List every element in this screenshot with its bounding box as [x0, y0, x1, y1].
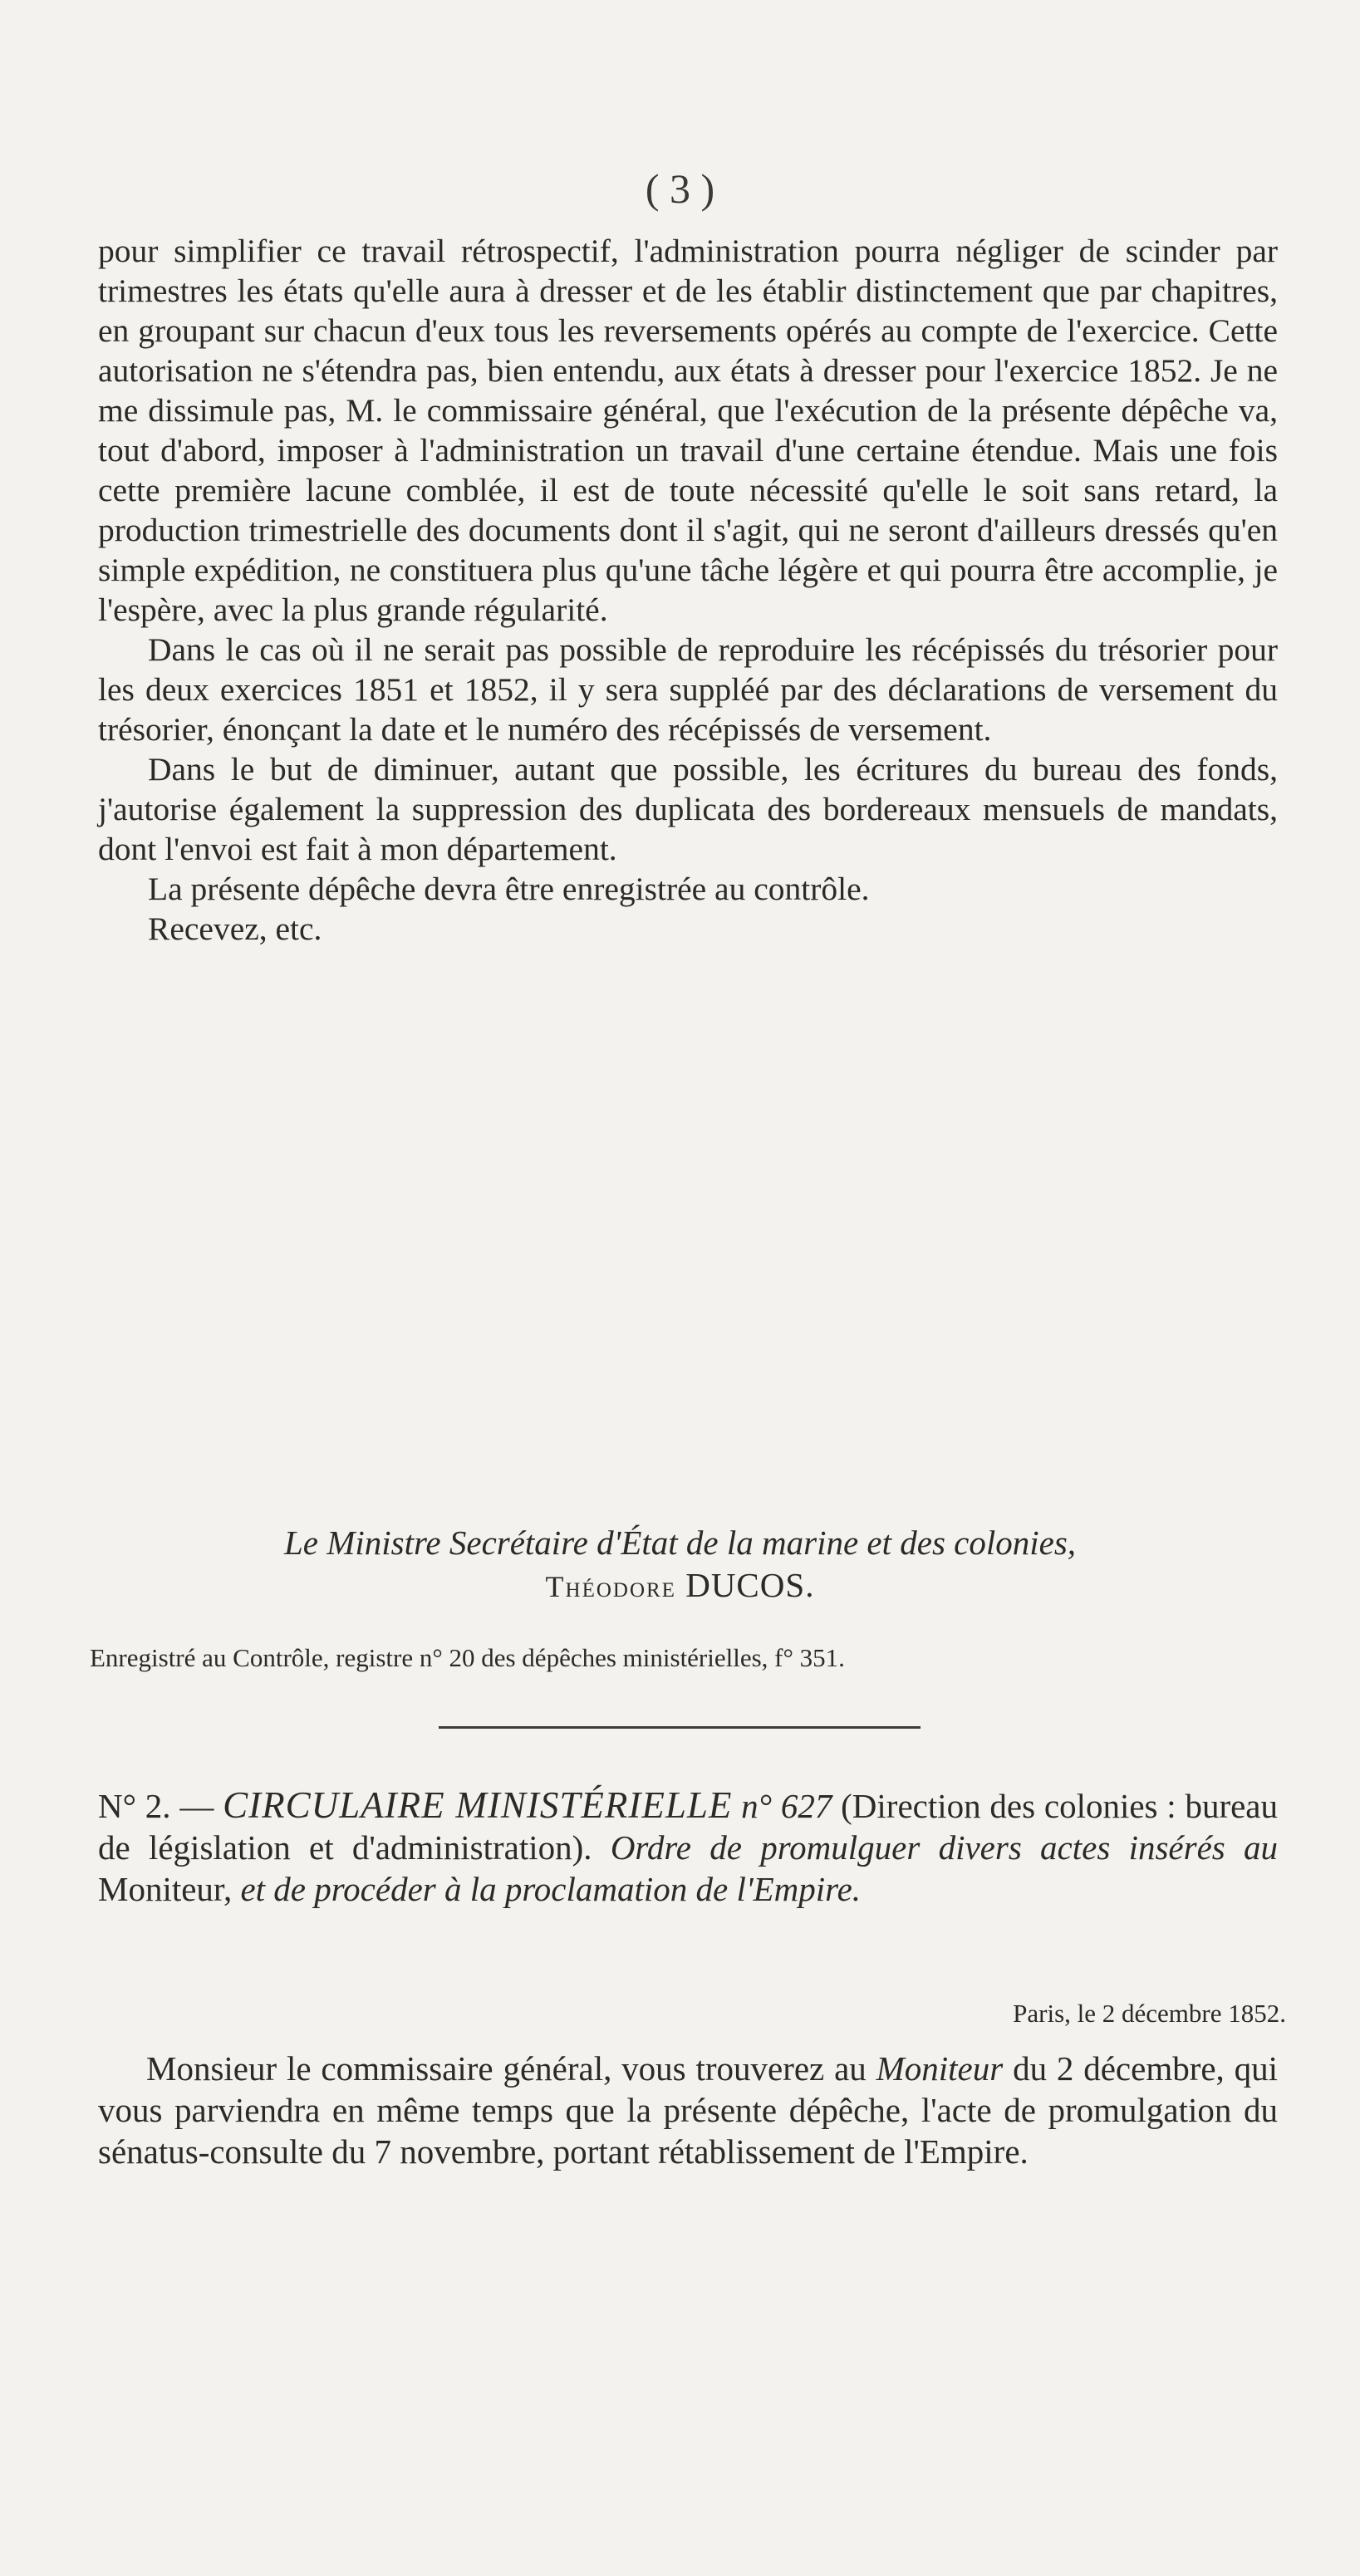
circular-reference: n° 627: [741, 1787, 832, 1825]
circular-direction: (Direction des colonies : bureau de législation et d'administration).: [98, 1787, 1279, 1867]
registration-note: Enregistré au Contrôle, registre n° 20 des dépêches ministérielles, f° 351.: [90, 1643, 845, 1672]
signature-last-name: DUCOS.: [685, 1566, 815, 1604]
paragraph-enregistrement: La présente dépêche devra être enregistrée au contrôle.: [148, 871, 870, 907]
date-line: Paris, le 2 décembre 1852.: [1013, 1999, 1286, 2028]
letter-body: [98, 2048, 1278, 2172]
letter-part1: Monsieur le commissaire général, vous trouverez au: [146, 2049, 867, 2088]
circular-subject-moniteur: Moniteur,: [98, 1870, 233, 1908]
page-number: ( 3 ): [645, 165, 715, 212]
signature-first-name: Théodore: [545, 1570, 676, 1603]
paragraph-ecritures: Dans le but de diminuer, autant que possible, les écritures du bureau des fonds, j'autorise également la suppression des duplicata des bordereaux mensuels de mandats, dont l'envoi est fait à mon département.: [98, 751, 1278, 867]
letter-paragraph: [98, 2048, 1278, 2172]
paragraph-salutation: Recevez, etc.: [148, 910, 322, 947]
circular-subject-part2: et de procéder à la proclamation de l'Empire.: [240, 1870, 862, 1908]
section-divider: [439, 1726, 921, 1729]
paragraph-recepisses: Dans le cas où il ne serait pas possible de reproduire les récépissés du trésorier pour les deux exercices 1851 et 1852, il y sera suppléé par des déclarations de versement du trésorier, énonçant la date et le numéro des récépissés de versement.: [98, 631, 1278, 748]
circular-header: [98, 1784, 1278, 1910]
circular-number: N° 2. —: [98, 1787, 214, 1825]
signature-name: [0, 1565, 1360, 1605]
signature-title: Le Ministre Secrétaire d'État de la marine et des colonies,: [283, 1524, 1077, 1562]
circular-heading: CIRCULAIRE MINISTÉRIELLE: [223, 1784, 733, 1826]
letter-moniteur: Moniteur: [876, 2049, 1004, 2088]
paragraph-retrospective: pour simplifier ce travail rétrospectif, l'administration pourra négliger de scinder par trimestres les états qu'elle aura à dresser et de les établir distinctement que par chapitres, en groupant sur chacun d'eux tous les reversements opérés au compte de l'exercice. Cette autorisation ne s'étendra pas, bien entendu, aux états à dresser pour l'exercice 1852. Je ne me dissimule pas, M. le commissaire général, que l'exécution de la présente dépêche va, tout d'abord, imposer à l'administration un travail d'une certaine étendue. Mais une fois cette première lacune comblée, il est de toute nécessité qu'elle le soit sans retard, la production trimestrielle des documents dont il s'agit, qui ne seront d'ailleurs dressés qu'en simple expédition, ne constituera plus qu'une tâche légère et qui pourra être accomplie, je l'espère, avec la plus grande régularité.: [98, 233, 1278, 628]
circular-subject-part1: Ordre de promulguer divers actes insérés au: [610, 1828, 1278, 1867]
body-text: [98, 231, 1278, 949]
letter-part2: du 2 décembre, qui vous parviendra en même temps que la présente dépêche, l'acte de promulgation du sénatus-consulte du 7 novembre, portant rétablissement de l'Empire.: [98, 2049, 1279, 2171]
